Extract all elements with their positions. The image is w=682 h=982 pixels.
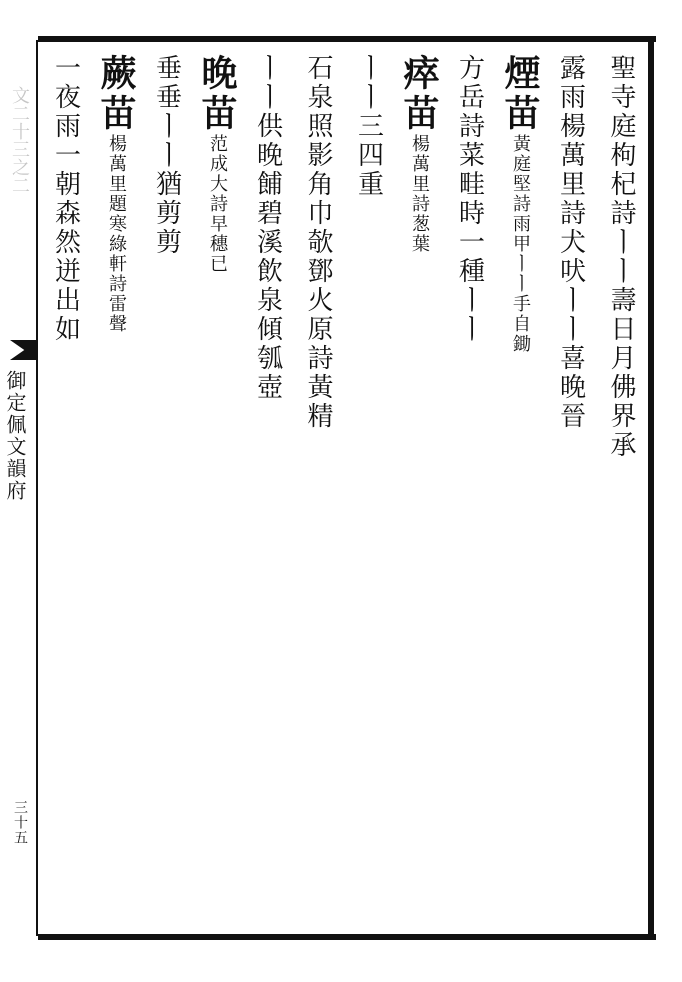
entry-text: ㅣㅣ供晚餔碧溪飲泉傾瓠壺 [252,54,283,402]
text-column [596,48,647,928]
frame-right-border [648,36,654,940]
text-column [242,48,293,928]
entry-text: 黃庭堅詩雨甲ㅣㅣ手自鋤 [510,134,531,354]
page-margin [0,40,36,936]
entry-text: ㅣㅣ三四重 [353,54,384,199]
frame-bottom-border [38,934,656,940]
text-column [394,48,445,928]
frame-top-border [38,36,656,42]
fish-tail-mark [10,340,36,360]
text-column [495,48,546,928]
entry-text: 石泉照影角巾欹鄧火原詩黃精 [303,54,333,431]
entry-text: 垂垂ㅣㅣ猶剪剪 [151,54,182,257]
ghost-text: 文二十三之二 [9,86,30,194]
text-column [141,48,192,928]
book-title: 御定佩文韻府 [3,370,27,502]
text-columns [40,48,646,928]
entry-text: 一夜雨一朝森然迸出如 [50,54,81,344]
text-column [192,48,243,928]
entry-text: 范成大詩早穗已 [207,134,228,274]
frame-left-border [36,40,38,936]
entry-text: 方岳詩菜畦時一種ㅣㅣ [454,54,485,344]
entry-text: 楊萬里題寒綠軒詩雷聲 [106,134,127,334]
entry-text: 露雨楊萬里詩犬吠ㅣㅣ喜晚晉 [555,54,586,431]
headword: 蕨苗 [95,54,137,134]
text-column [545,48,596,928]
entry-text: 聖寺庭枸杞詩ㅣㅣ壽日月佛界承 [606,54,636,460]
text-column [444,48,495,928]
page-number: 三十五 [12,800,28,845]
entry-text: 楊萬里詩葱葉 [409,134,430,254]
headword: 煙苗 [499,54,541,134]
text-column [91,48,142,928]
headword: 瘁苗 [398,54,440,134]
text-column [293,48,344,928]
text-column [40,48,91,928]
text-column [343,48,394,928]
headword: 晚苗 [196,54,238,134]
